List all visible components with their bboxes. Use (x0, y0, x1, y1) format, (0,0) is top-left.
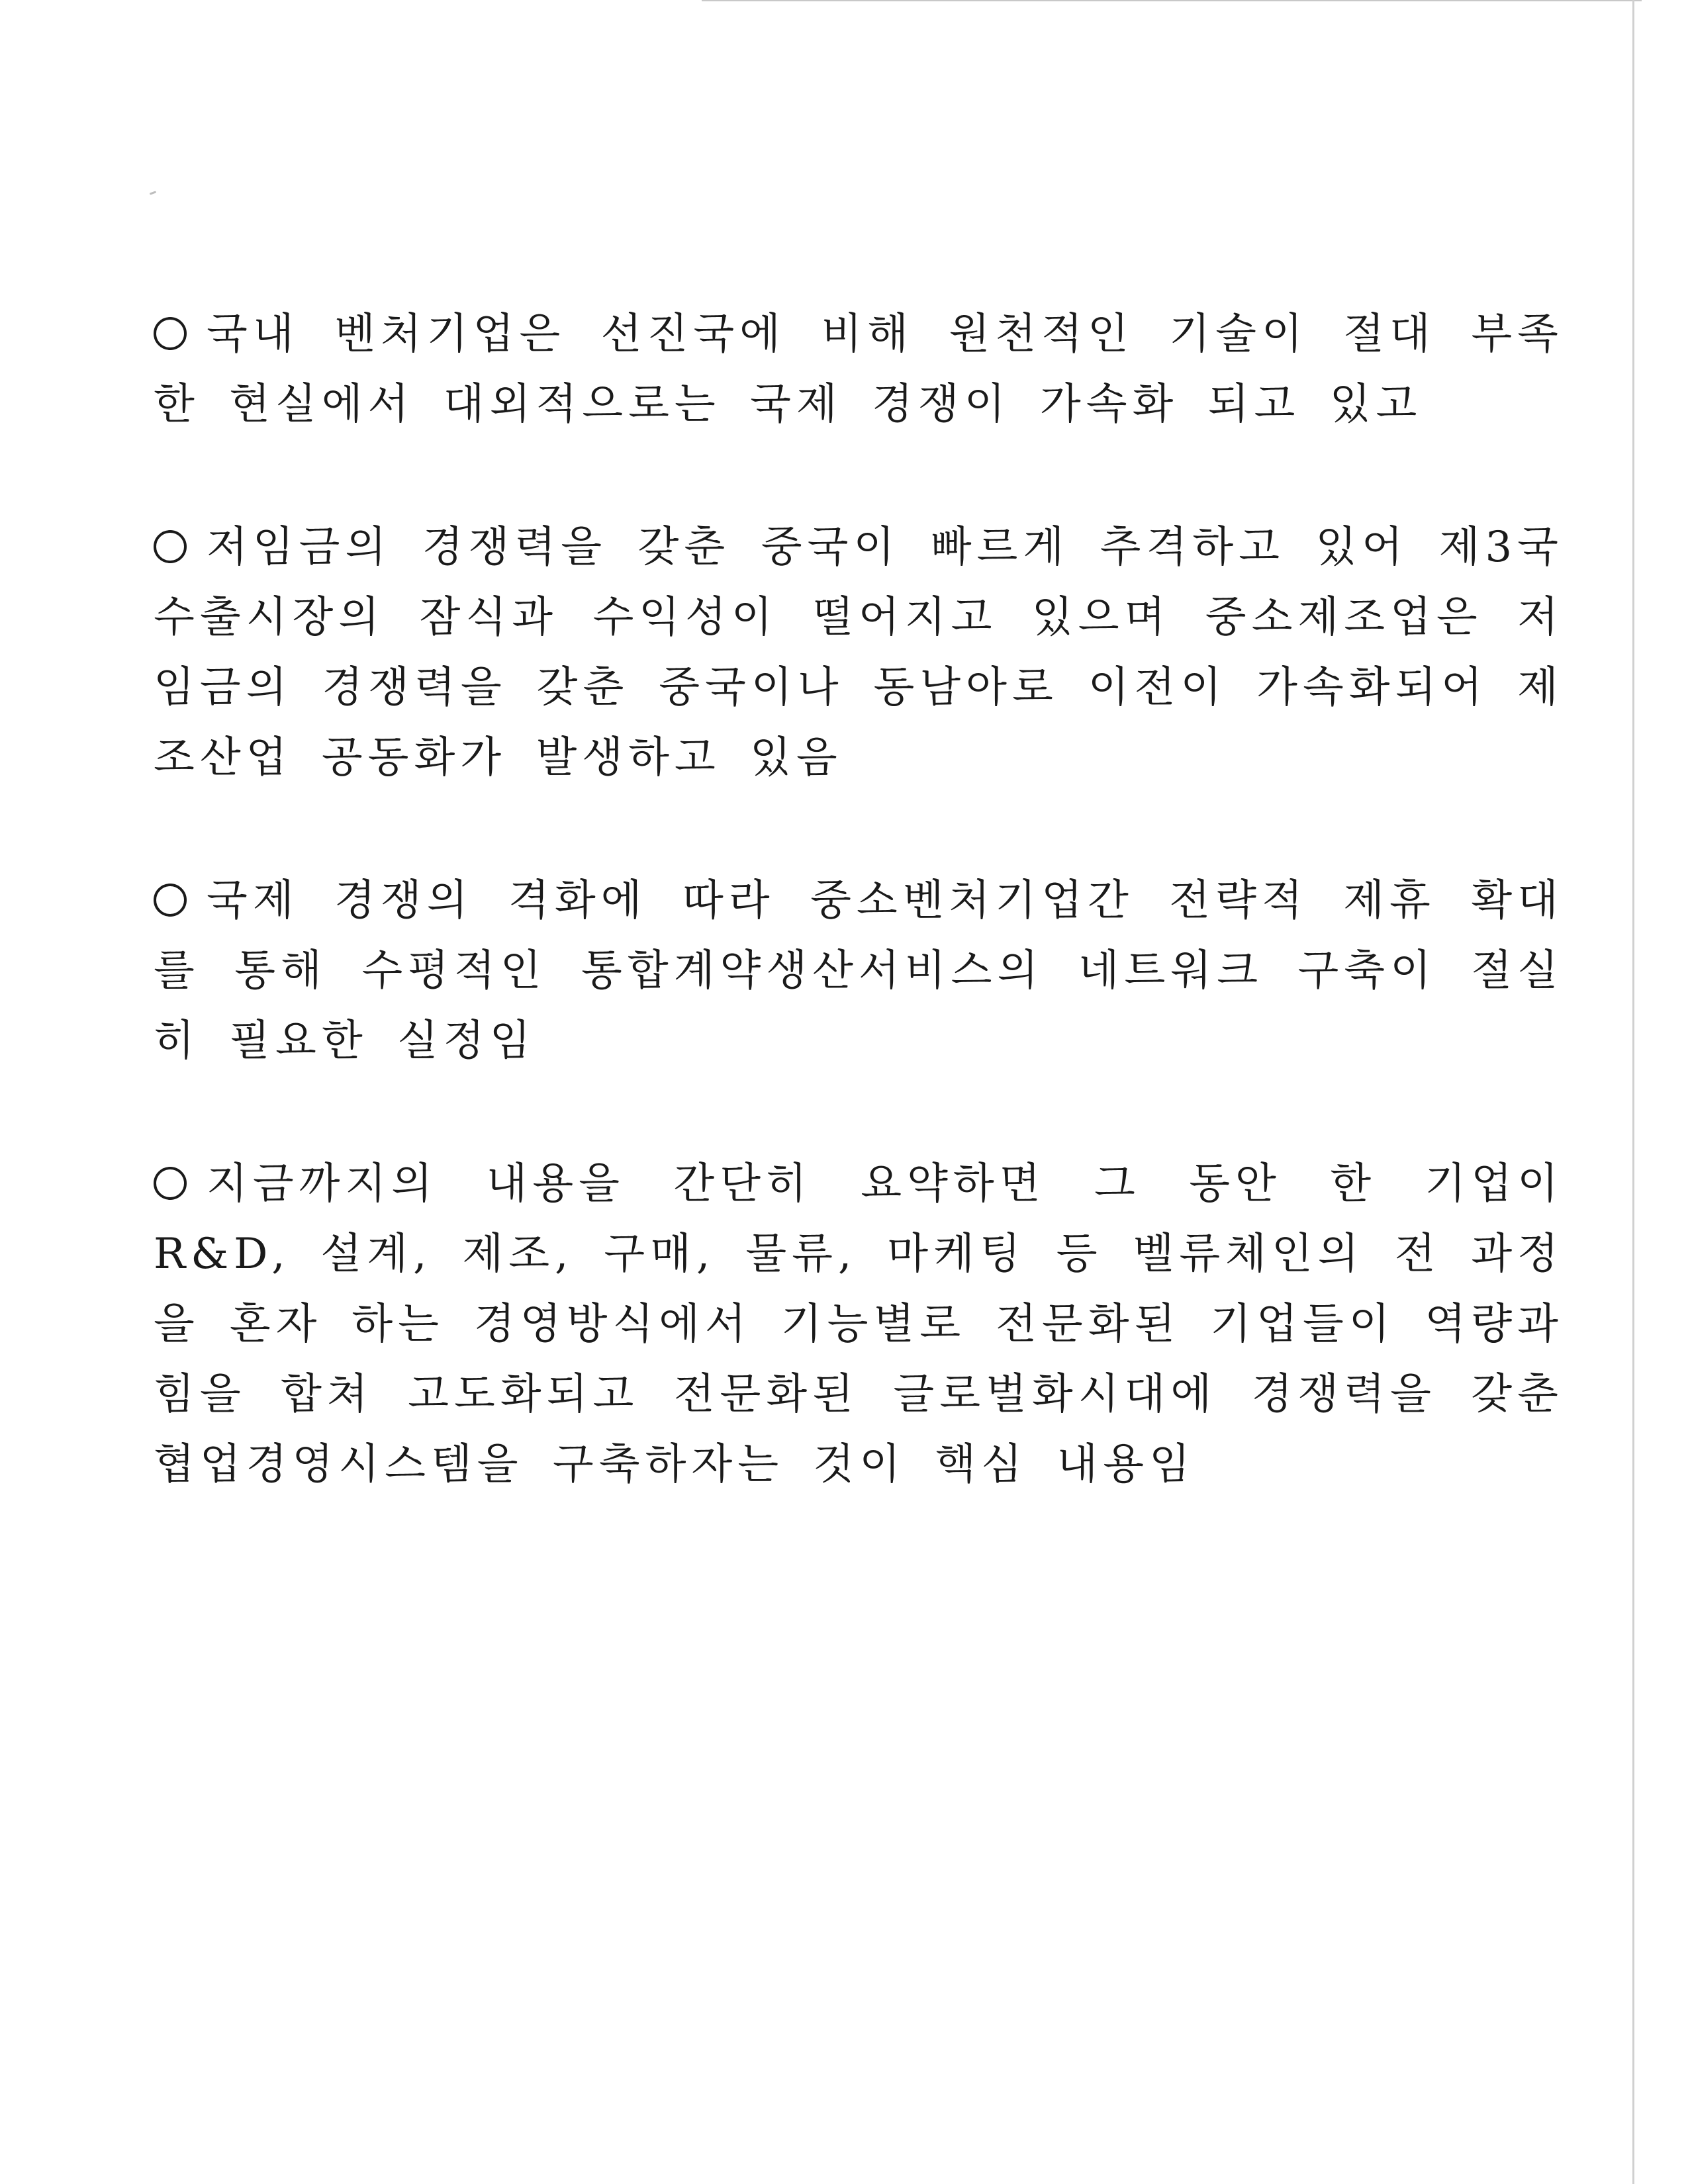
circle-bullet-icon (154, 884, 187, 917)
circle-bullet-icon (154, 317, 187, 350)
circle-bullet-icon (154, 1167, 187, 1200)
scan-speck (150, 191, 156, 195)
paragraph-text: 국제 경쟁의 격화에 따라 중소벤처기업간 전략적 제휴 확대를 통해 수평적인 통합계약생산서비스의 네트워크 구축이 절실히 필요한 실정임 (154, 876, 1564, 1066)
paragraph-text: 국내 벤처기업은 선진국에 비해 원천적인 기술이 절대 부족한 현실에서 대외적으로는 국제 경쟁이 가속화 되고 있고 (154, 310, 1564, 429)
bullet-paragraph-2 (154, 512, 1564, 793)
bullet-paragraph-4 (154, 1149, 1564, 1500)
scan-edge-top (702, 0, 1642, 1)
scan-edge-right (1632, 0, 1634, 2184)
paragraph-text: 저임금의 경쟁력을 갖춘 중국이 빠르게 추격하고 있어 제3국 수출시장의 잠식과 수익성이 떨어지고 있으며 중소제조업은 저임금의 경쟁력을 갖춘 중국이나 동남아로 이전이 가속화되어 제조산업 공동화가 발생하고 있음 (154, 523, 1564, 782)
circle-bullet-icon (154, 530, 187, 563)
paragraph-text: 지금까지의 내용을 간단히 요약하면 그 동안 한 기업이 R&D, 설계, 제조, 구매, 물류, 마케팅 등 벨류체인의 전 과정을 혼자 하는 경영방식에서 기능별로 전문화된 기업들이 역량과 힘을 합쳐 고도화되고 전문화된 글로벌화시대에 경쟁력을 갖춘 협업경영시스템을 구축하자는 것이 핵심 내용임 (154, 1160, 1564, 1489)
document-body (154, 299, 1564, 1572)
bullet-paragraph-1 (154, 299, 1564, 439)
bullet-paragraph-3 (154, 866, 1564, 1076)
